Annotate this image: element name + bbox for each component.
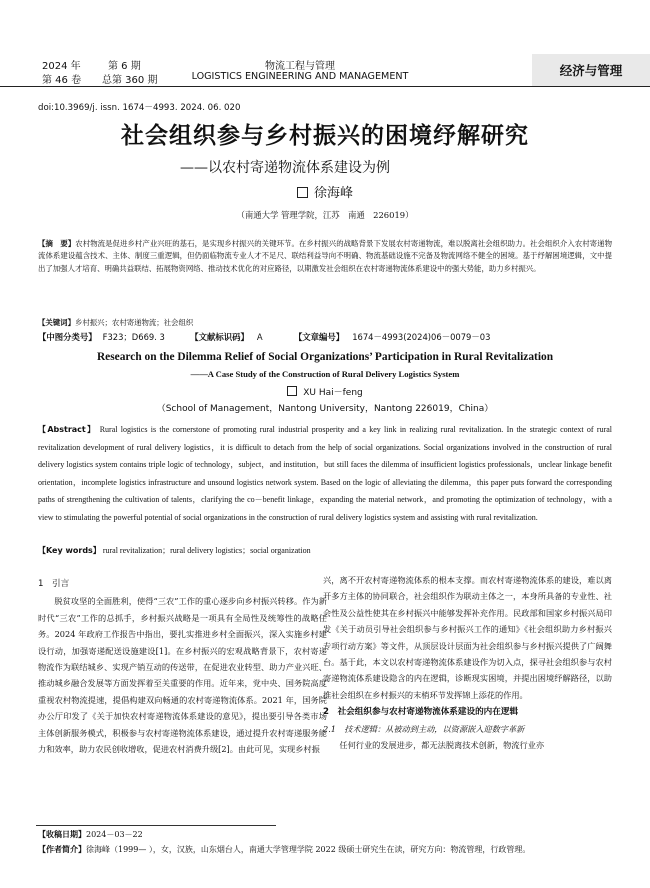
journal-name-cn: 物流工程与管理 <box>265 61 335 72</box>
journal-name-en: LOGISTICS ENGINEERING AND MANAGEMENT <box>191 71 409 82</box>
abstract-en-label: 【Abstract】 <box>38 425 97 434</box>
section-2-1-paragraph: 任何行业的发展进步，都无法脱离技术创新，物流行业亦 <box>339 740 545 751</box>
journal-total-issue: 总第 360 期 <box>102 75 158 86</box>
subtitle-en: ——A Case Study of the Construction of Rural Delivery Logistics System <box>190 369 460 379</box>
article-no-value: 1674－4993(2024)06－0079－03 <box>352 332 491 342</box>
clc-value: F323；D669. 3 <box>102 332 165 342</box>
article-no-label: 【文章编号】 <box>293 332 345 342</box>
author-en: XU Hai－feng <box>303 388 363 398</box>
keywords-cn-text: 乡村振兴；农村寄递物流；社会组织 <box>74 318 194 327</box>
classification-row <box>38 331 612 343</box>
abstract-cn-label: 【摘 要】 <box>38 239 76 248</box>
abstract-cn-text: 农村物流是促进乡村产业兴旺的基石，是实现乡村振兴的关键环节。在乡村振兴的战略背景下发展农村寄递物流，难以脱离社会组织助力。社会组织介入农村寄递物流体系建设蕴含技术、主体、制度三重逻辑，但仍面临物流专业人才不足尺、联结利益导向不明确、物流基础设施不完备及物流网络不健全的困境。基于纾解困境逻辑，文中提出了加强人才培育、明确共益联结、拓展物资网络、推动技术优化的对应路径，以期激发社会组织在农村寄递物流体系建设中的强大势能，助力乡村振兴。 <box>38 239 612 273</box>
keywords-cn-label: 【关键词】 <box>38 318 75 327</box>
abstract-en <box>38 421 612 527</box>
footnote-rule <box>36 825 276 826</box>
abstract-cn <box>38 238 612 275</box>
keywords-cn <box>38 317 612 329</box>
clc-label: 【中图分类号】 <box>38 332 97 342</box>
journal-year: 2024 年 <box>42 61 81 72</box>
keywords-en-label: 【Key words】 <box>38 546 101 555</box>
author-cn: 徐海峰 <box>313 186 353 201</box>
body-right-column <box>323 572 612 753</box>
section-2-heading: 2 社会组织参与农村寄递物流体系建设的内在逻辑 <box>323 707 519 718</box>
footnote-received <box>38 829 143 840</box>
subtitle-cn: ——以农村寄递物流体系建设为例 <box>180 160 390 176</box>
abstract-en-text: Rural logistics is the cornerstone of promoting rural industrial prosperity and a key link in realizing rural revitalization. In the strategic context of rural revitalization development of rural delivery logistics，it is difficult to detach from the help of social organizations. Social organizations involved in the construction of rural delivery logistics system contains triple logic of technology，subject，and institution，but still faces the dilemma of insufficient logistics professionals，unclear linkage benefit orientation，incomplete logistics infrastructure and unsound logistics network system. Based on the logic of alleviating the dilemma，this paper puts forward the corresponding paths of strengthening the cultivation of talents，clarifying the co－benefit linkage，expanding the material network，and promoting the optimization of technology，with a view to stimulating the powerful potential of social organizations in the construction of rural delivery logistics system and assisting with rural revitalization. <box>38 425 613 522</box>
affiliation-en: （School of Management，Nantong University，Nantong 226019，China） <box>156 404 494 414</box>
keywords-en-text: rural revitalization；rural delivery logistics；social organization <box>102 546 311 555</box>
received-value: 2024－03－22 <box>86 830 143 839</box>
intro-paragraph-continued: 兴，离不开农村寄递物流体系的根本支撑。而农村寄递物流体系的建设，难以离开多方主体的协同联合，社会组织作为联动主体之一，本身所具备的专业性、社会性及公益性使其在乡村振兴中能够发挥补充作用。民政部和国家乡村振兴局印发《关于动员引导社会组织参与乡村振兴工作的通知》《社会组织助力乡村振兴专项行动方案》等文件，从顶层设计层面为社会组织参与乡村振兴提供了广阔舞台。基于此，本文以农村寄递物流体系建设作为切入点，探寻社会组织参与农村寄递物流体系建设隐含的内在逻辑，诊断现实困境，并提出困境纾解路径，以助推社会组织在乡村振兴的末梢环节发挥锦上添花的作用。 <box>323 575 612 700</box>
author-bio-value: 徐海峰（1999— ），女，汉族，山东烟台人，南通大学管理学院 2022 级硕士研究生在读，研究方向：物流管理，行政管理。 <box>86 845 531 854</box>
title-en: Research on the Dilemma Relief of Social Organizations’ Participation in Rural Revitalization <box>96 351 554 363</box>
body-left-column <box>38 576 327 757</box>
header-rule <box>0 86 650 87</box>
section-tab: 经济与管理 <box>532 54 650 86</box>
received-label: 【收稿日期】 <box>38 830 86 839</box>
affiliation-cn: （南通大学 管理学院，江苏 南通 226019） <box>236 210 414 220</box>
doi: doi:10.3969/j. issn. 1674－4993. 2024. 06. 020 <box>38 103 241 113</box>
section-1-heading: 1 引言 <box>38 579 70 589</box>
author-en-line <box>0 385 650 398</box>
footnote-author <box>38 844 628 855</box>
journal-issue: 第 6 期 <box>108 61 141 72</box>
author-cn-line <box>0 182 650 201</box>
section-2-1-heading: 2.1 技术逻辑：从被动到主动，以资源嵌入迎数字革新 <box>323 723 525 734</box>
keywords-en <box>38 545 612 556</box>
author-marker-icon <box>297 187 308 198</box>
doc-code-value: A <box>256 332 263 342</box>
author-en-marker-icon <box>287 386 297 396</box>
intro-paragraph: 脱贫攻坚的全面胜利，使得“三农”工作的重心逐步向乡村振兴转移。作为新时代“三农”工作的总抓手，乡村振兴战略是一项具有全局性及统筹性的战略任务。2024 年政府工作报告中指出，要扎实推进乡村全面振兴，深入实施乡村建设行动，加强寄递配送设施建设[1]。在乡村振兴的宏观战略背景下，农村寄递物流作为联结城乡、实现产销互动的传送带，在促进农业转型、助力产业兴旺、推动城乡融合发展等方面发挥着至关重要的作用。近年来，党中央、国务院高度重视农村物流提速，提倡构建双向畅通的农村寄递物流体系。2021 年，国务院办公厅印发了《关于加快农村寄递物流体系建设的意见》，提出要引导各类市场主体创新服务模式，积极参与农村寄递物流体系建设，通过提升农村寄递服务能力和效率，助力农民创收增收，促进农村消费升级[2]。由此可见，实现乡村振 <box>38 596 327 755</box>
doc-code-label: 【文献标识码】 <box>190 332 249 342</box>
title-cn: 社会组织参与乡村振兴的困境纾解研究 <box>121 122 529 149</box>
author-bio-label: 【作者简介】 <box>38 845 86 854</box>
journal-volume: 第 46 卷 <box>42 75 82 86</box>
